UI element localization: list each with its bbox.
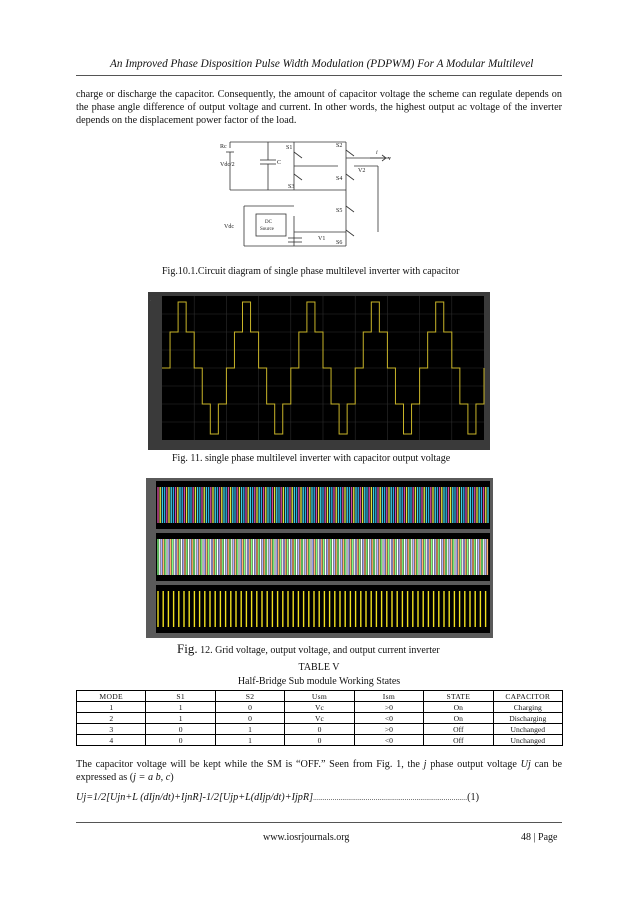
footer-rule xyxy=(76,822,562,823)
table-cell: >0 xyxy=(354,724,423,735)
closing-italic-j: j xyxy=(423,759,427,770)
closing-italic-uj: Uj xyxy=(520,759,531,770)
table-cell: 1 xyxy=(146,702,215,713)
equation-line xyxy=(76,792,562,803)
figure12-caption-text: 12. Grid voltage, output voltage, and output current inverter xyxy=(197,645,440,656)
working-states-table xyxy=(76,690,563,746)
col-ism: Ism xyxy=(354,691,423,702)
header-rule xyxy=(76,75,562,76)
col-mode: MODE xyxy=(77,691,146,702)
table-cell: 4 xyxy=(77,735,146,746)
table-header-row xyxy=(77,691,563,702)
table-cell: 0 xyxy=(146,724,215,735)
table-cell: 0 xyxy=(215,713,284,724)
label-s1: S1 xyxy=(286,145,293,151)
closing-italic-range: j = a b, c xyxy=(133,772,171,784)
label-v2: V2 xyxy=(358,168,366,174)
table-cell: Unchanged xyxy=(493,735,562,746)
footer-site: www.iosrjournals.org xyxy=(263,832,350,843)
table-cell: >0 xyxy=(354,702,423,713)
table-cell: 0 xyxy=(146,735,215,746)
grid-output-plot xyxy=(146,478,493,638)
table-cell: Off xyxy=(424,735,493,746)
running-header: An Improved Phase Disposition Pulse Width Modulation (PDPWM) For A Modular Multilevel xyxy=(110,58,534,70)
table-cell: 1 xyxy=(215,724,284,735)
closing-text-a: The capacitor voltage will be kept while the SM is “OFF.” Seen from Fig. 1, the xyxy=(76,759,424,770)
equation-text: Uj=1/2[Ujn+L (dIjn/dt)+IjnR]-1/2[Ujp+L(dIjp/dt)+IjpR] xyxy=(76,792,314,803)
table-row xyxy=(77,713,563,724)
label-source: Source xyxy=(260,227,274,232)
label-v: v xyxy=(388,156,391,162)
label-s5: S5 xyxy=(336,208,343,214)
figure10-caption: Fig.10.1.Circuit diagram of single phase multilevel inverter with capacitor xyxy=(162,266,460,277)
label-s2: S2 xyxy=(336,143,343,149)
col-s2: S2 xyxy=(215,691,284,702)
table-cell: 0 xyxy=(285,735,354,746)
table-row xyxy=(77,724,563,735)
table-title: Half-Bridge Sub module Working States xyxy=(237,676,401,687)
table-cell: Vc xyxy=(285,702,354,713)
table-row xyxy=(77,702,563,713)
col-usm: Usm xyxy=(285,691,354,702)
label-vdc: Vdc xyxy=(224,224,234,230)
table-cell: Unchanged xyxy=(493,724,562,735)
table-cell: On xyxy=(424,702,493,713)
table-cell: Off xyxy=(424,724,493,735)
col-capacitor: CAPACITOR xyxy=(493,691,562,702)
svg-text:·: · xyxy=(150,298,152,303)
table-label: TABLE V xyxy=(298,662,340,673)
figure11-caption: Fig. 11. single phase multilevel inverter with capacitor output voltage xyxy=(172,453,451,464)
label-dc: DC xyxy=(265,220,272,225)
table-cell: 1 xyxy=(77,702,146,713)
closing-paragraph xyxy=(76,758,562,784)
table-cell: 2 xyxy=(77,713,146,724)
equation-leader: ............................................................................... xyxy=(313,794,468,802)
label-i: i xyxy=(376,150,378,156)
table-cell: <0 xyxy=(354,735,423,746)
capacitor-voltage-plot xyxy=(148,292,490,450)
table-cell: Vc xyxy=(285,713,354,724)
table-cell: 1 xyxy=(215,735,284,746)
label-v1: V1 xyxy=(318,236,326,242)
table-cell: 3 xyxy=(77,724,146,735)
figure12-caption-fig: Fig. xyxy=(177,641,198,656)
table-cell: 0 xyxy=(285,724,354,735)
table-cell: On xyxy=(424,713,493,724)
circuit-diagram xyxy=(218,136,394,262)
label-s6: S6 xyxy=(336,240,343,246)
col-s1: S1 xyxy=(146,691,215,702)
closing-text-c: can be expressed as ( xyxy=(76,759,562,784)
label-rc: Rc xyxy=(220,144,227,150)
table-row xyxy=(77,735,563,746)
label-s3: S3 xyxy=(288,184,295,190)
footer-page: 48 | Page xyxy=(521,832,558,843)
col-state: STATE xyxy=(424,691,493,702)
label-s4: S4 xyxy=(336,176,343,182)
label-c: C xyxy=(277,160,282,166)
label-vdc2: Vdc/2 xyxy=(220,162,235,168)
table-cell: 1 xyxy=(146,713,215,724)
table-cell: 0 xyxy=(215,702,284,713)
equation-number: (1) xyxy=(467,792,480,803)
intro-paragraph: charge or discharge the capacitor. Consequently, the amount of capacitor voltage the scheme can regulate depends on the phase angle difference of output voltage and current. In other words, the highest output ac voltage of the inverter depends on the displacement power factor of the load. xyxy=(76,89,562,127)
table-cell: Charging xyxy=(493,702,562,713)
closing-text-b: phase output voltage xyxy=(426,759,521,770)
figure12-caption xyxy=(177,640,440,658)
table-cell: Discharging xyxy=(493,713,562,724)
closing-text-d: ) xyxy=(170,772,174,784)
table-cell: <0 xyxy=(354,713,423,724)
